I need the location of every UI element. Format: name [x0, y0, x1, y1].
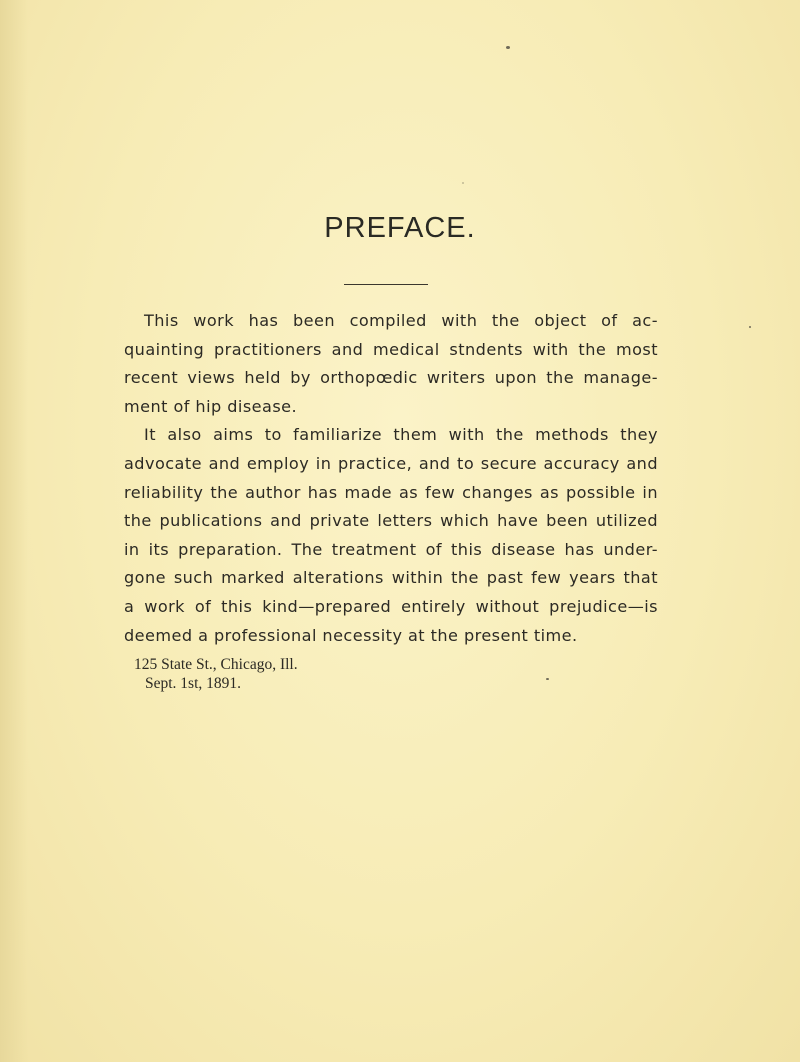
paragraph-2-line-5: in its preparation. The treatment of this disease has under-	[124, 539, 658, 559]
paragraph-1-line-2: quainting practitioners and medical stndents with the most	[124, 339, 658, 359]
paragraph-2-line-6: gone such marked alterations within the past few years that	[124, 568, 658, 588]
paragraph-1-line-4: ment of hip disease.	[124, 396, 298, 416]
signature-address: 125 State St., Chicago, Ill.	[134, 656, 298, 673]
paragraph-2-line-2: advocate and employ in practice, and to secure accuracy and	[124, 453, 658, 473]
signature-block	[134, 655, 298, 693]
page-title: PREFACE.	[324, 212, 476, 244]
paragraph-2-line-8: deemed a professional necessity at the present time.	[124, 625, 578, 645]
preface-body	[124, 307, 658, 650]
page-edge-shadow	[0, 0, 28, 1062]
paper-speck	[506, 46, 510, 49]
paragraph-1-line-3: recent views held by orthopœdic writers upon the manage-	[124, 368, 658, 388]
title-divider	[344, 284, 428, 285]
signature-date: Sept. 1st, 1891.	[145, 675, 242, 692]
paragraph-2-line-1: It also aims to familiarize them with the methods they	[144, 425, 658, 445]
paragraph-1-line-1: This work has been compiled with the object of ac-	[144, 311, 658, 330]
paper-speck	[749, 326, 751, 328]
paragraph-2-line-4: the publications and private letters which have been utilized	[124, 511, 658, 531]
paragraph-2-line-7: a work of this kind—prepared entirely without prejudice—is	[124, 596, 658, 616]
paper-speck	[546, 678, 549, 680]
paper-speck	[462, 182, 464, 184]
paragraph-2-line-3: reliability the author has made as few changes as possible in	[124, 482, 658, 502]
